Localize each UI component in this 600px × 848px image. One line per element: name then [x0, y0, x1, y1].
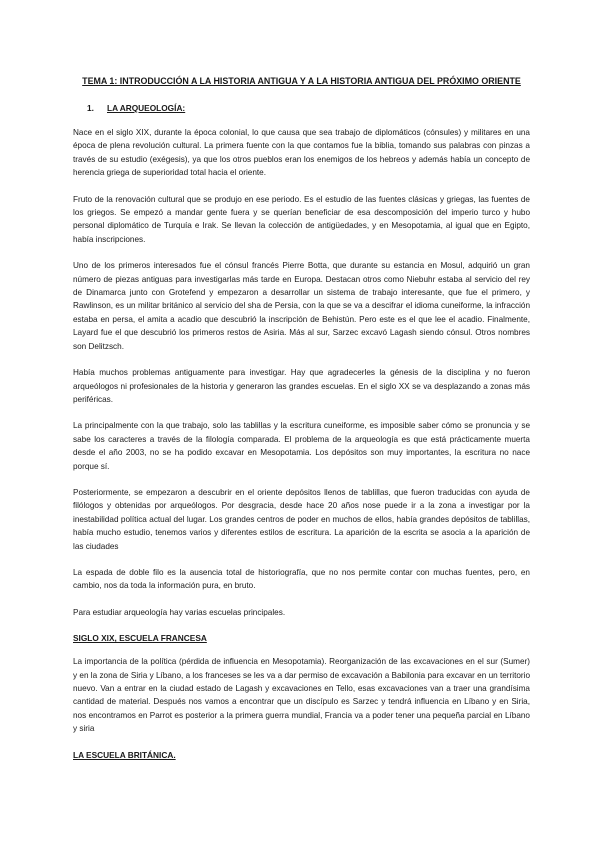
document-title: TEMA 1: INTRODUCCIÓN A LA HISTORIA ANTIGUA Y A LA HISTORIA ANTIGUA DEL PRÓXIMO ORIENTE: [82, 76, 521, 86]
paragraph-1: Nace en el siglo XIX, durante la época colonial, lo que causa que sea trabajo de diplomáticos (cónsules) y militares en una época de plena revolución cultural. La primera fuente con la que contamos fue la biblia, tomando sus palabras con pinzas a través de su estudio (exégesis), ya que los otros pueblos eran los enemigos de los hebreos y además había un concepto de herencia griega de superioridad total hacia el oriente.: [73, 128, 530, 178]
paragraph-7: La espada de doble filo es la ausencia total de historiografía, que no nos permite contar con muchas fuentes, pero, en cambio, nos da toda la información pura, en bruto.: [73, 567, 530, 591]
paragraph-5: La principalmente con la que trabajo, solo las tablillas y la escritura cuneiforme, es imposible saber cómo se pronuncia y se sabe los caracteres a través de la filología comparada. El problema de la arqueología es que está prácticamente muerta desde el año 2003, no se ha podido excavar en Mesopotamia. Los depósitos son muy importantes, la escritura no nace porque sí.: [73, 421, 530, 471]
subheading-escuela-francesa: SIGLO XIX, ESCUELA FRANCESA: [73, 633, 207, 644]
subheading-escuela-britanica: LA ESCUELA BRITÁNICA.: [73, 749, 176, 760]
document-content: [73, 74, 530, 772]
paragraph-4: Había muchos problemas antiguamente para investigar. Hay que agradecerles la génesis de la disciplina y no fueron arqueólogos ni profesionales de la historia y generaron las grandes escuelas. En el siglo XX se va desplazando a zonas más periféricas.: [73, 368, 530, 404]
section-title: LA ARQUEOLOGÍA:: [107, 103, 186, 113]
section-heading-arqueologia: [73, 102, 530, 114]
paragraph-2: Fruto de la renovación cultural que se produjo en ese periodo. Es el estudio de las fuentes clásicas y griegas, las fuentes de los griegos. Se empezó a mandar gente fuera y se querían beneficiar de esa descomposición del imperio turco y hubo personal diplomático de Turquía e Irak. Se llevan la colección de antigüedades, y en Mesopotamia, al igual que en Egipto, había inscripciones.: [73, 194, 530, 244]
paragraph-3: Uno de los primeros interesados fue el cónsul francés Pierre Botta, que durante su estancia en Mosul, adquirió un gran número de piezas antiguas para investigarlas más tarde en Europa. Destacan otros como Niebuhr estaba al servicio del rey de Dinamarca junto con Grotefend y empezaron a desarrollar un sistema de trabajo interesante, que fue el primero, y Rawlinson, es un militar británico al servicio del sha de Persia, con la que se va a descifrar el idioma cuneiforme, la infracción estaba en persa, el amita a acadio que descubrió la inscripción de Behistún. Pero este es el que lee el acadio. Finalmente, Layard fue el que descubrió los primeros restos de Asiria. Más al sur, Sarzec excavó Lagash siendo cónsul. Otros nombres son Delitzsch.: [73, 261, 530, 351]
section-number: 1.: [87, 103, 94, 113]
paragraph-6: Posteriormente, se empezaron a descubrir en el oriente depósitos llenos de tablillas, que fueron traducidas con ayuda de filólogos y obtenidas por arqueólogos. Por desgracia, desde hace 20 años nose puede ir a la zona a investigar por la inestabilidad política actual del lugar. Los grandes centros de poder en muchos de ellos, había grandes depósitos de tablillas, había mucho estudio, tenemos varios y diferentes estilos de escritura. La aparición de la escrita se asocia a la aparición de las ciudades: [73, 487, 530, 551]
paragraph-escuela-francesa: La importancia de la política (pérdida de influencia en Mesopotamia). Reorganización de las excavaciones en el sur (Sumer) y en la zona de Siria y Líbano, a los franceses se les va a dar permiso de excavación a Babilonia para excavar en un territorio nuevo. Van a entrar en la ciudad estado de Lagash y excavaciones en Tello, esas excavaciones van a traer una grandísima cantidad de material. Después nos vamos a encontrar que un discípulo es Sarzec y tendrá influencia en Líbano y en Siria, nos encontramos en Parrot es posterior a la primera guerra mundial, Francia va a poder tener una pequeña parcial en Líbano y siria: [73, 657, 530, 734]
paragraph-8: Para estudiar arqueología hay varias escuelas principales.: [73, 607, 286, 617]
